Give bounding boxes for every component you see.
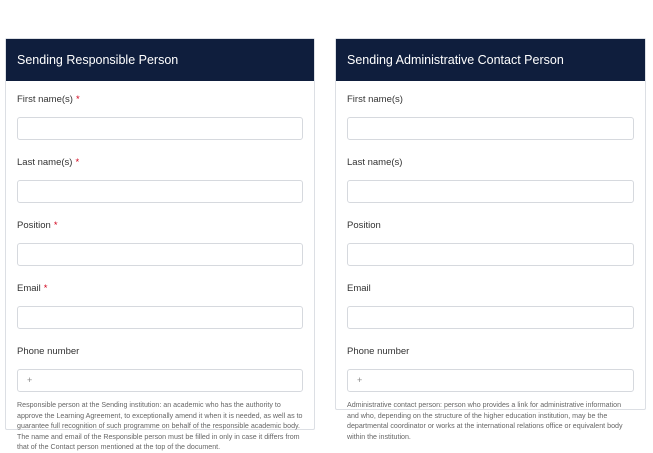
phone-label: Phone number: [17, 346, 80, 357]
phone-prefix: +: [27, 375, 33, 385]
card-title: Sending Responsible Person: [17, 53, 179, 67]
email-label: Email *: [17, 283, 48, 294]
card-header: [336, 39, 645, 81]
last-name-label: Last name(s) *: [17, 157, 80, 168]
position-label: Position: [347, 220, 381, 231]
phone-input[interactable]: [347, 369, 634, 392]
help-text: Administrative contact person: person who provides a link for administrative information and who, depending on the structure of the higher education institution, may be the departmental coordinator or works at the international relations office or equivalent body within the institution.: [347, 401, 623, 441]
help-text: Responsible person at the Sending institution: an academic who has the authority to approve the Learning Agreement, to exceptionally amend it when it is needed, as well as to guarantee full recognition of such programme on behalf of the responsible academic body. The name and email of the Responsible person must be filled in only in case it differs from that of the Contact person mentioned at the top of the document.: [17, 401, 303, 451]
position-input[interactable]: [347, 243, 634, 266]
required-asterisk: *: [43, 283, 48, 294]
card-title: Sending Administrative Contact Person: [347, 53, 564, 67]
administrative-contact-card: [335, 38, 646, 441]
position-input[interactable]: [17, 243, 303, 266]
phone-prefix: +: [357, 375, 363, 385]
last-name-label: Last name(s): [347, 157, 403, 168]
email-label: Email: [347, 283, 371, 294]
required-asterisk: *: [75, 157, 80, 168]
required-asterisk: *: [75, 94, 80, 105]
required-asterisk: *: [53, 220, 58, 231]
email-input[interactable]: [347, 306, 634, 329]
first-name-input[interactable]: [347, 117, 634, 140]
first-name-label: First name(s): [347, 94, 403, 105]
position-label: Position *: [17, 220, 58, 231]
phone-input[interactable]: [17, 369, 303, 392]
responsible-person-card: [5, 38, 315, 451]
phone-label: Phone number: [347, 346, 410, 357]
last-name-input[interactable]: [347, 180, 634, 203]
card-header: [6, 39, 314, 81]
first-name-label: First name(s) *: [17, 94, 80, 105]
email-input[interactable]: [17, 306, 303, 329]
last-name-input[interactable]: [17, 180, 303, 203]
first-name-input[interactable]: [17, 117, 303, 140]
